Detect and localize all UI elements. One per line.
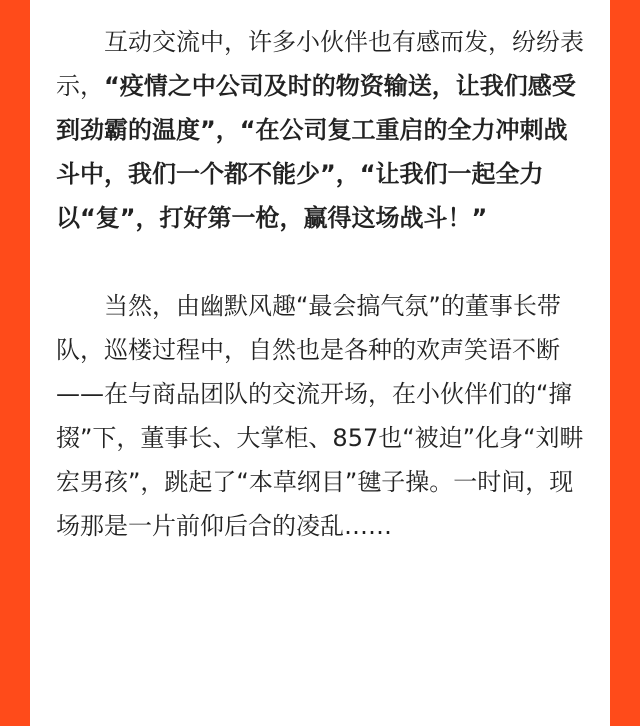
paragraph-feedback-intro: 互动交流中，许多小伙伴也有感而发，纷纷表示， bbox=[56, 28, 584, 100]
right-side-border bbox=[610, 0, 640, 726]
paragraph-feedback bbox=[56, 20, 584, 240]
paragraph-tour: 当然，由幽默风趣“最会搞气氛”的董事长带队，巡楼过程中，自然也是各种的欢声笑语不断——在与商品团队的交流开场，在小伙伴们的“撺掇”下，董事长、大掌柜、857也“被迫”化身“刘畊宏男孩”，跳起了“本草纲目”毽子操。一时间，现场那是一片前仰后合的凌乱…… bbox=[56, 292, 584, 540]
article-body bbox=[56, 20, 584, 548]
left-side-border bbox=[0, 0, 30, 726]
paragraph-feedback-quote: “疫情之中公司及时的物资输送，让我们感受到劲霸的温度”，“在公司复工重启的全力冲刺战斗中，我们一个都不能少”，“让我们一起全力以“复”，打好第一枪，赢得这场战斗！” bbox=[56, 72, 576, 232]
